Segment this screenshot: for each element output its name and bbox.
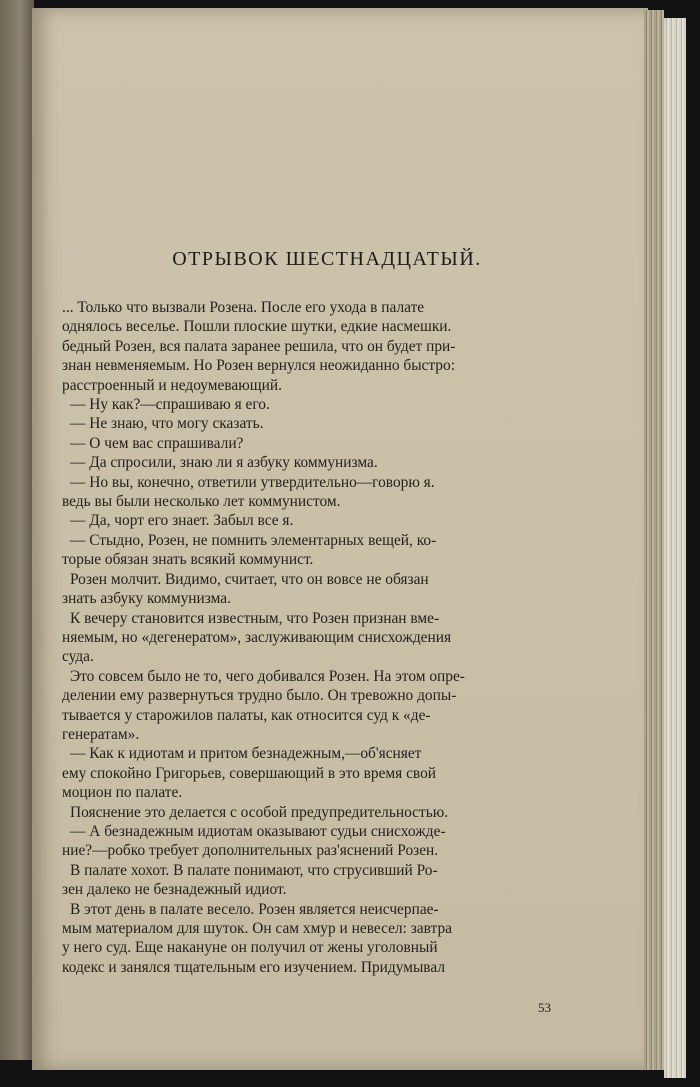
previous-page-edge [0,0,34,1060]
paragraph: Пояснение это делается с особой предупредительностью. [70,803,449,821]
paragraph: В палате хохот. В палате понимают, что струсивший Ро- зен далеко не безнадежный идиот. [62,861,438,899]
paragraph: — Как к идиотам и притом безнадежным,—об'ясняет ему спокойно Григорьев, совершающий в это время свой моцион по палате. [62,745,437,802]
page-body [62,298,602,977]
paragraph: — Стыдно, Розен, не помнить элементарных вещей, ко- торые обязан знать всякий коммунист. [62,531,437,569]
page-stack-edge [644,10,664,1070]
book-page [32,8,648,1070]
paragraph: К вечеру становится известным, что Розен признан вме- няемым, но «дегенератом», заслуживающим снисхождения суда. [62,609,452,666]
paragraph: В этот день в палате весело. Розен является неисчерпае- мым материалом для шуток. Он сам хмур и невесел: завтра у него суд. Еще накануне он получил от жены уголовный кодекс и занялся тщательным его изучением. Придумывал [62,900,452,976]
paragraph: — Да спросили, знаю ли я азбуку коммунизма. [70,454,378,472]
chapter-heading: ОТРЫВОК ШЕСТНАДЦАТЫЙ. [172,248,482,270]
page-number: 53 [538,1000,551,1015]
page-stack-outer-edge [664,18,686,1078]
paragraph: ... Только что вызвали Розена. После его ухода в палате однялось веселье. Пошли плоские шутки, едкие насмешки. бедный Розен, вся палата заранее решила, что он будет при- знан невменяемым. Но Розен вернулся неожиданно быстро: расстроенный и недоумевающий. [62,299,456,394]
paragraph: — Но вы, конечно, ответили утвердительно—говорю я. ведь вы были несколько лет коммунистом. [62,473,435,511]
paragraph: — Да, чорт его знает. Забыл все я. [70,512,294,530]
paragraph: Это совсем было не то, чего добивался Розен. На этом опре- делении ему развернуться трудно было. Он тревожно допы- тывается у старожилов палаты, как относится суд к «де- генератам». [62,667,465,743]
paragraph: — А безнадежным идиотам оказывают судьи снисхожде- ние?—робко требует дополнительных раз'яснений Розен. [62,822,446,860]
paragraph: Розен молчит. Видимо, считает, что он вовсе не обязан знать азбуку коммунизма. [62,570,429,608]
paragraph: — Ну как?—спрашиваю я его. [70,396,270,414]
paragraph: — О чем вас спрашивали? [70,434,244,452]
paragraph: — Не знаю, что могу сказать. [70,415,264,433]
